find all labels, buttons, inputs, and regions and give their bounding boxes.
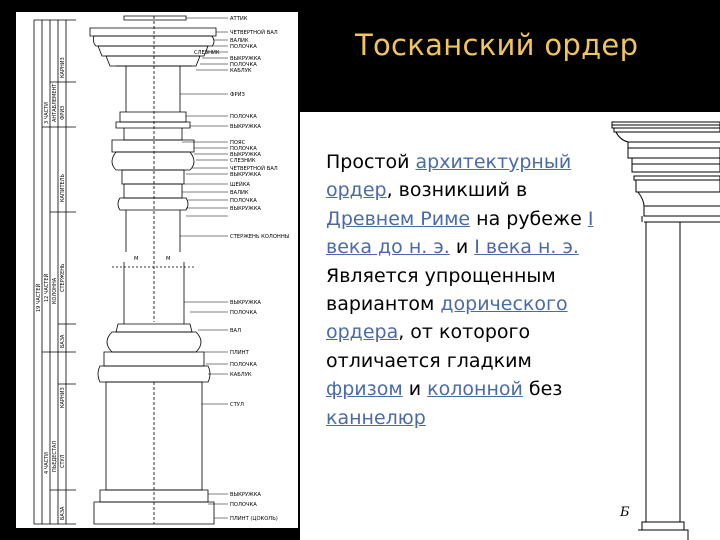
label-quarter-round-2: ЧЕТВЕРТНОЙ ВАЛ — [230, 166, 278, 172]
text-segment: Является упрощенным вариантом — [326, 264, 556, 316]
label-frieze: ФРИЗ — [230, 92, 245, 98]
label-fillet-4: ПОЛОЧКА — [230, 146, 257, 152]
label-fillet-7: ПОЛОЧКА — [230, 362, 257, 368]
label-quarter-round: ЧЕТВЕРТНОЙ ВАЛ — [230, 30, 278, 36]
label-module-2: М — [166, 256, 171, 262]
label-corona-2: СЛЕЗНИК — [230, 158, 256, 164]
text-segment: Простой — [326, 151, 416, 173]
vlabel-cornice-2: КАРНИЗ — [60, 387, 66, 408]
vlabel-column: КОЛОННА — [52, 277, 58, 304]
label-fillet-3: ПОЛОЧКА — [230, 114, 257, 120]
slide-title: Тосканский ордер — [355, 28, 639, 62]
label-shaft: СТЕРЖЕНЬ КОЛОННЫ — [230, 234, 290, 240]
text-segment: , возникший в — [386, 179, 528, 202]
order-drawing-svg — [16, 12, 298, 528]
vlabel-3-parts: 3 ЧАСТИ — [44, 102, 50, 124]
vlabel-pedestal: ПЬЕДЕСТАЛ — [52, 440, 58, 472]
vlabel-base: БАЗА — [60, 334, 66, 348]
column-elevation-svg — [600, 112, 720, 540]
label-astragal: ВАЛИК — [230, 38, 249, 44]
label-pedestal-die: СТУЛ — [230, 402, 244, 408]
label-fillet-8: ПОЛОЧКА — [230, 502, 257, 508]
label-cavetto-7: ВЫКРУЖКА — [230, 492, 261, 498]
link-1st-century-ad[interactable]: I века н. э. — [474, 236, 579, 259]
left-panel — [0, 0, 300, 540]
description-paragraph — [326, 148, 596, 432]
label-fillet-2: ПОЛОЧКА — [230, 62, 257, 68]
text-panel — [300, 112, 600, 540]
column-illustration-panel — [600, 112, 720, 540]
part-labels — [134, 16, 290, 522]
label-cavetto-2: ВЫКРУЖКА — [230, 124, 261, 130]
label-astragal-2: ВАЛИК — [230, 190, 249, 196]
label-cavetto-4: ВЫКРУЖКА — [230, 172, 261, 178]
vlabel-shaft: СТЕРЖЕНЬ — [60, 263, 66, 292]
label-module-1: М — [134, 256, 139, 262]
text-segment: на рубеже — [470, 207, 588, 230]
label-cavetto-3: ВЫКРУЖКА — [230, 152, 261, 158]
vlabel-die: СТУЛ — [60, 454, 66, 468]
label-plinth: ПЛИНТ — [230, 350, 249, 356]
link-1st-century-bc[interactable]: I века до н. э. — [326, 207, 594, 259]
label-attic: АТТИК — [230, 16, 248, 22]
label-fillet-1: ПОЛОЧКА — [230, 44, 257, 50]
label-neck: ШЕЙКА — [230, 182, 250, 188]
vlabel-base-2: БАЗА — [60, 506, 66, 520]
label-cyma: КАБЛУК — [230, 68, 252, 74]
vlabel-4-parts: 4 ЧАСТИ — [44, 452, 50, 474]
text-segment: и — [402, 378, 428, 401]
vlabel-cornice: КАРНИЗ — [60, 57, 66, 78]
vlabel-12-parts: 12 ЧАСТЕЙ — [44, 273, 50, 302]
text-segment: , от которого отличается гладким — [326, 321, 532, 372]
vlabel-frieze: ФРИЗ — [60, 105, 66, 120]
link-flutes[interactable]: каннелюр — [326, 406, 426, 429]
column-elevation — [612, 122, 720, 540]
label-cavetto-5: ВЫКРУЖКА — [230, 206, 261, 212]
link-ancient-rome[interactable]: Древнем Риме — [326, 207, 471, 230]
link-column[interactable]: колонной — [427, 378, 523, 401]
link-frieze[interactable]: фризом — [326, 378, 403, 401]
label-torus: ВАЛ — [230, 328, 242, 334]
label-fillet-6: ПОЛОЧКА — [230, 310, 257, 316]
label-plinth-socle: ПЛИНТ (ЦОКОЛЬ) — [230, 516, 278, 522]
letter-b-label: Б — [620, 505, 630, 520]
text-segment: без — [522, 378, 563, 401]
text-segment: и — [449, 236, 475, 259]
vlabel-capital: КАПИТЕЛЬ — [60, 174, 66, 202]
label-cavetto-1: ВЫКРУЖКА — [230, 56, 261, 62]
label-corona: СЛЕЗНИК — [194, 50, 220, 56]
tuscan-order-diagram — [16, 12, 298, 528]
vlabel-19-parts: 19 ЧАСТЕЙ — [36, 283, 42, 312]
label-band: ПОЯС — [230, 140, 246, 146]
link-doric-order[interactable]: дорического ордера — [326, 293, 568, 344]
label-cyma-2: КАБЛУК — [230, 372, 252, 378]
label-cavetto-6: ВЫКРУЖКА — [230, 300, 261, 306]
label-fillet-5: ПОЛОЧКА — [230, 198, 257, 204]
link-architectural-order[interactable]: архитектурный ордер — [326, 151, 572, 202]
leader-lines — [180, 18, 228, 518]
vlabel-entablature: АНТАБЛЕМЕНТ — [52, 83, 58, 122]
